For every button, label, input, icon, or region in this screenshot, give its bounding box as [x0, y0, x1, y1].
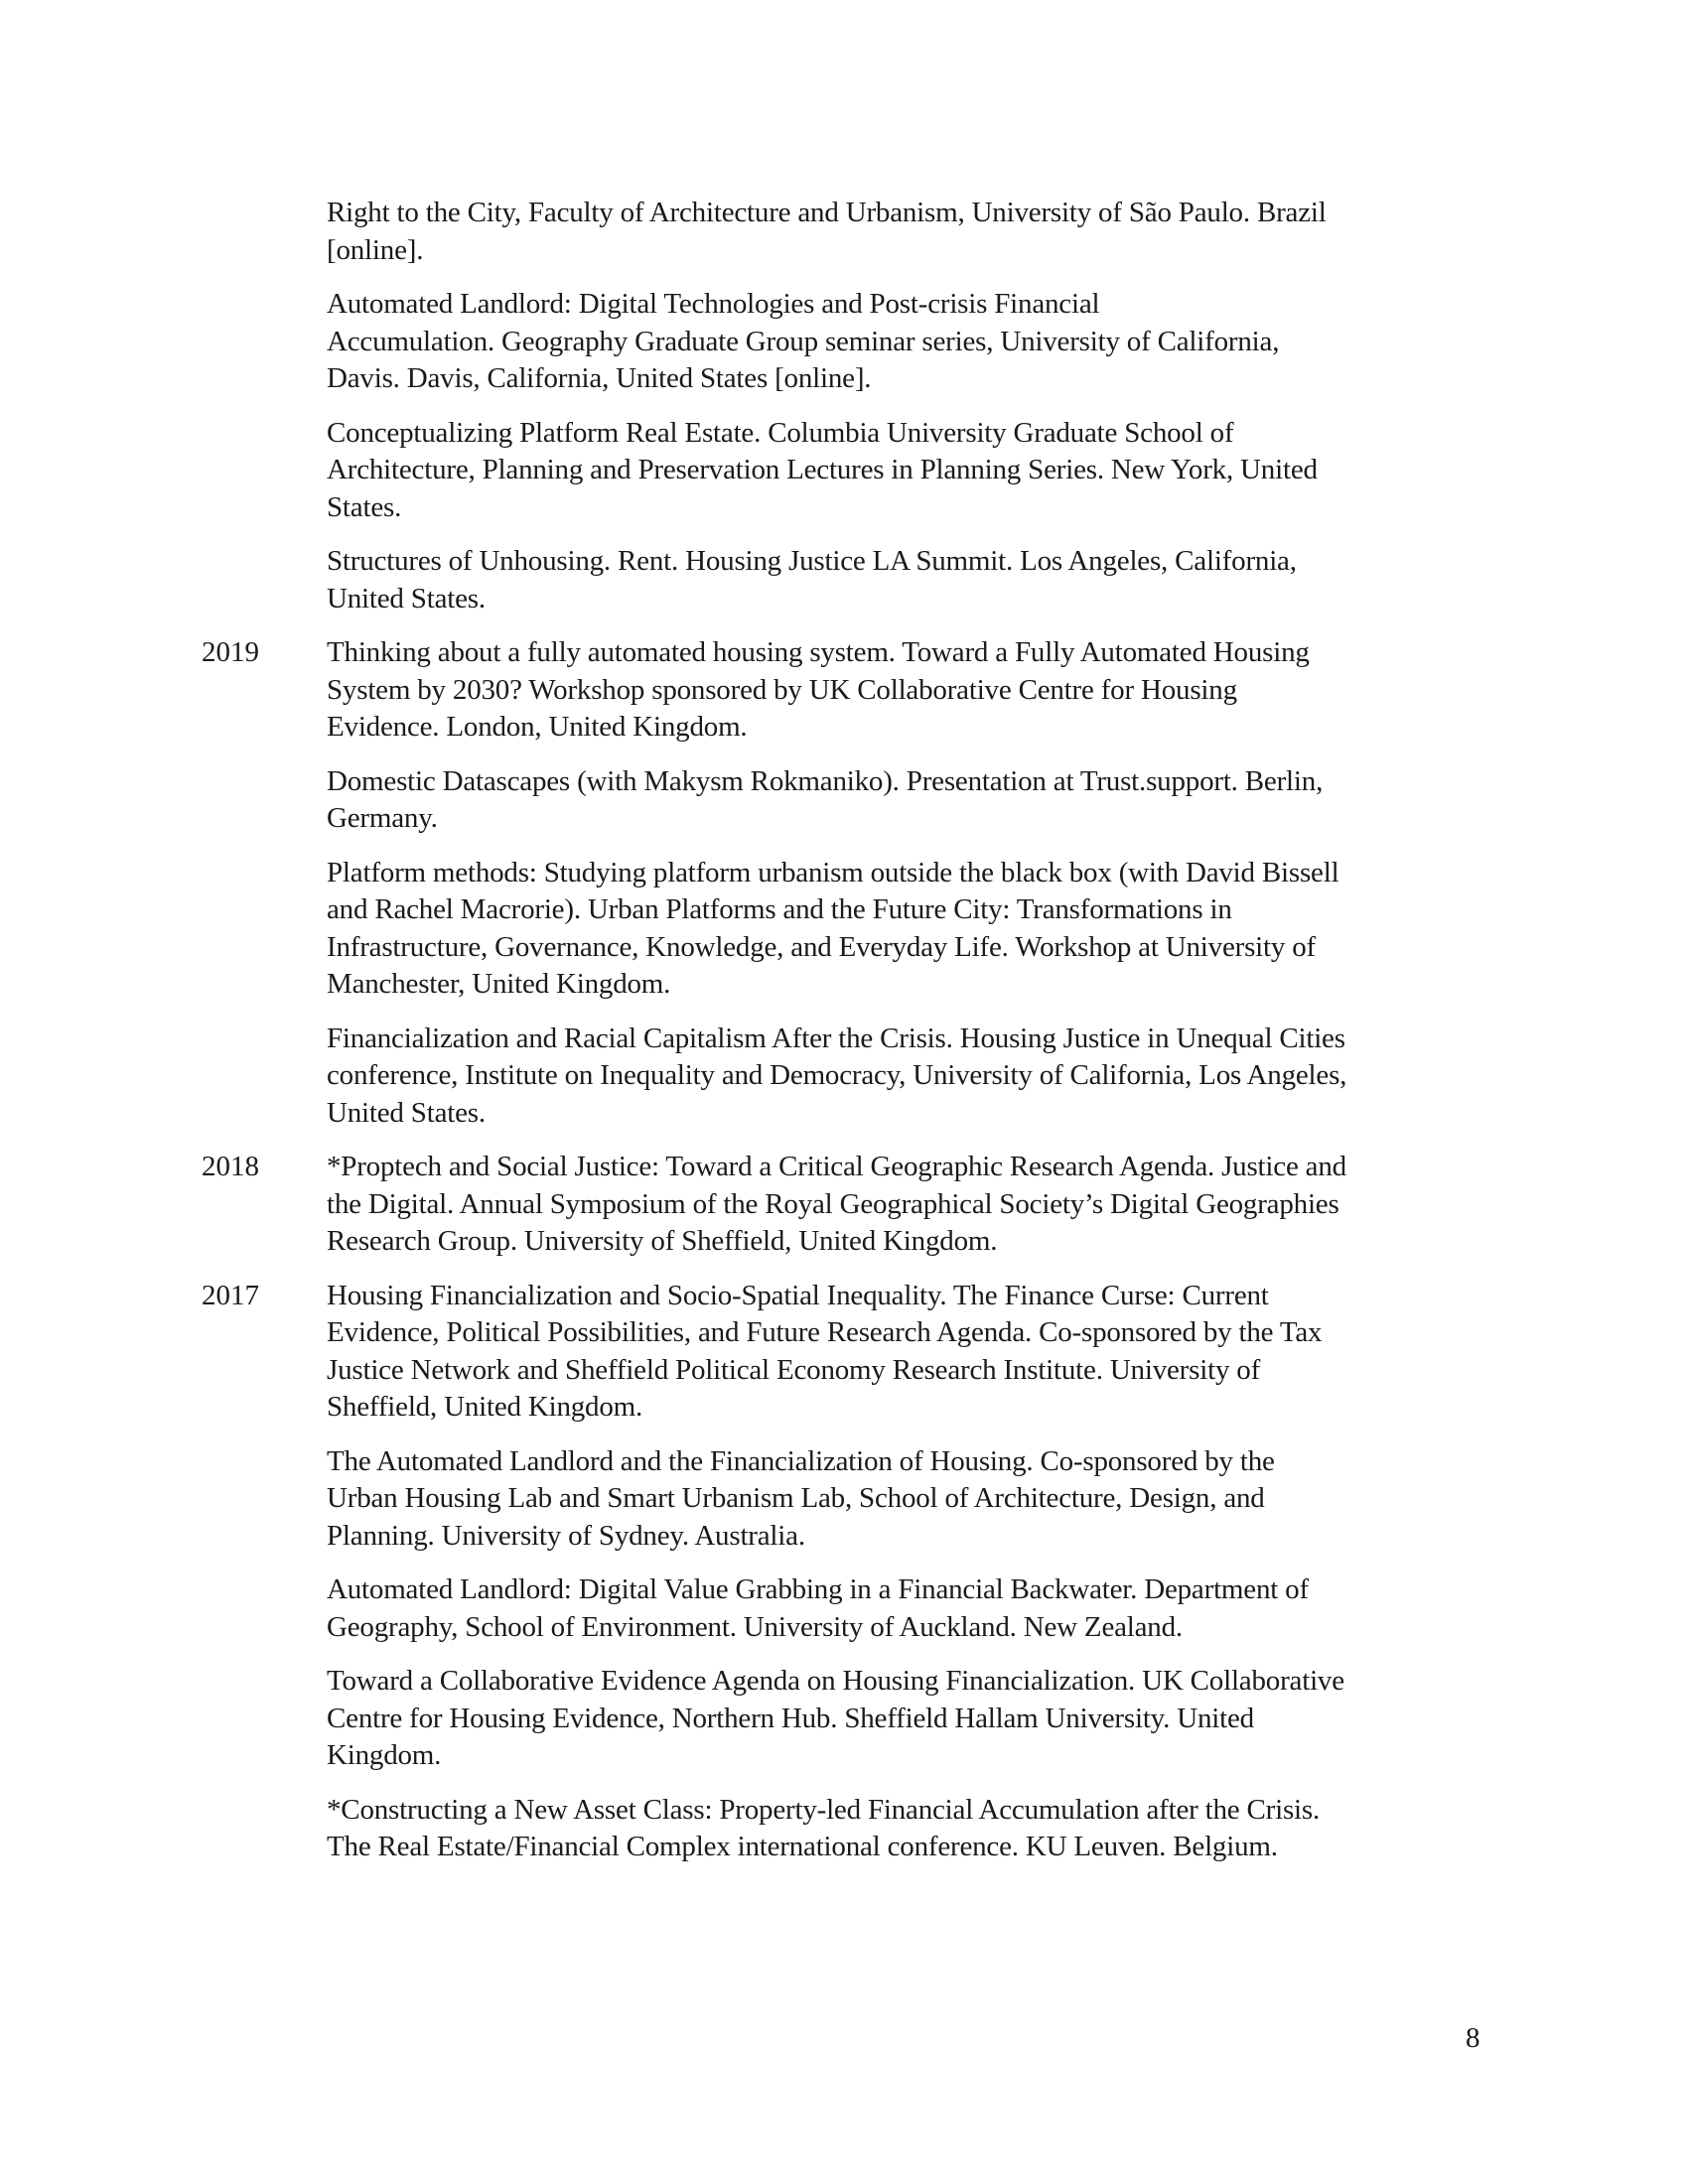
entry-text: [327, 1278, 1488, 1427]
entry-text: [327, 1443, 1488, 1556]
entry-line: Sheffield, United Kingdom.: [327, 1391, 643, 1423]
entry-line: United States.: [327, 1096, 486, 1129]
entry-text: [327, 763, 1488, 838]
entry-text: [327, 543, 1488, 617]
entry-line: System by 2030? Workshop sponsored by UK Collaborative Centre for Housing: [327, 673, 1237, 706]
presentation-entry: [202, 1663, 1492, 1775]
entry-line: Evidence, Political Possibilities, and Future Research Agenda. Co-sponsored by the Tax: [327, 1316, 1323, 1348]
entry-line: Structures of Unhousing. Rent. Housing Justice LA Summit. Los Angeles, California,: [327, 545, 1297, 577]
presentation-entry: [202, 1443, 1492, 1556]
presentation-entry: [202, 195, 1492, 269]
entry-line: *Constructing a New Asset Class: Property-led Financial Accumulation after the Crisis.: [327, 1793, 1321, 1826]
entry-text: [327, 195, 1488, 269]
entry-line: [online].: [327, 233, 424, 266]
entry-line: Automated Landlord: Digital Technologies and Post-crisis Financial: [327, 288, 1100, 320]
entry-line: Manchester, United Kingdom.: [327, 968, 671, 1000]
presentation-entry: [202, 286, 1492, 398]
entry-text: [327, 634, 1488, 747]
entry-line: Thinking about a fully automated housing system. Toward a Fully Automated Housing: [327, 636, 1310, 668]
entry-line: Conceptualizing Platform Real Estate. Columbia University Graduate School of: [327, 416, 1234, 449]
entry-year: 2019: [202, 636, 259, 668]
entry-text: [327, 415, 1488, 527]
entry-line: The Automated Landlord and the Financialization of Housing. Co-sponsored by the: [327, 1444, 1275, 1477]
entry-line: Germany.: [327, 802, 438, 834]
entry-line: Domestic Datascapes (with Makysm Rokmaniko). Presentation at Trust.support. Berlin,: [327, 764, 1324, 797]
presentation-entry: [202, 1571, 1492, 1646]
entry-text: [327, 1792, 1488, 1866]
entry-text: [327, 286, 1488, 398]
entry-line: Justice Network and Sheffield Political Economy Research Institute. University of: [327, 1353, 1261, 1386]
entry-line: Evidence. London, United Kingdom.: [327, 711, 748, 743]
entry-line: and Rachel Macrorie). Urban Platforms and the Future City: Transformations in: [327, 893, 1232, 925]
entry-line: United States.: [327, 582, 486, 614]
presentation-entry: [202, 855, 1492, 1004]
presentation-entry: [202, 1149, 1492, 1261]
entry-line: Automated Landlord: Digital Value Grabbing in a Financial Backwater. Department of: [327, 1573, 1309, 1605]
entry-line: Geography, School of Environment. University of Auckland. New Zealand.: [327, 1610, 1183, 1643]
page-number: 8: [1466, 2022, 1480, 2054]
presentation-entry: [202, 1278, 1492, 1427]
entry-text: [327, 1663, 1488, 1775]
presentation-entry: [202, 1792, 1492, 1866]
entry-line: Infrastructure, Governance, Knowledge, and Everyday Life. Workshop at University of: [327, 930, 1316, 963]
entry-year: 2018: [202, 1151, 259, 1182]
entry-line: Davis. Davis, California, United States [online].: [327, 362, 872, 394]
entry-line: Kingdom.: [327, 1739, 442, 1771]
presentation-entry: [202, 415, 1492, 527]
entry-line: Urban Housing Lab and Smart Urbanism Lab, School of Architecture, Design, and: [327, 1482, 1265, 1514]
entry-line: Architecture, Planning and Preservation Lectures in Planning Series. New York, United: [327, 454, 1318, 485]
presentation-entry: [202, 543, 1492, 617]
entry-line: Right to the City, Faculty of Architecture and Urbanism, University of São Paulo. Brazil: [327, 197, 1327, 228]
entry-line: Toward a Collaborative Evidence Agenda on Housing Financialization. UK Collaborative: [327, 1665, 1344, 1697]
presentations-list: [202, 195, 1492, 1883]
entry-line: the Digital. Annual Symposium of the Royal Geographical Society’s Digital Geographies: [327, 1187, 1339, 1220]
entry-line: Research Group. University of Sheffield, United Kingdom.: [327, 1225, 998, 1257]
entry-line: Accumulation. Geography Graduate Group seminar series, University of California,: [327, 325, 1280, 357]
entry-line: Platform methods: Studying platform urbanism outside the black box (with David Bissell: [327, 856, 1339, 888]
entry-year: 2017: [202, 1279, 259, 1311]
entry-text: [327, 855, 1488, 1004]
entry-line: conference, Institute on Inequality and Democracy, University of California, Los Angeles,: [327, 1059, 1347, 1091]
entry-line: The Real Estate/Financial Complex international conference. KU Leuven. Belgium.: [327, 1831, 1278, 1862]
presentation-entry: [202, 634, 1492, 747]
entry-text: [327, 1021, 1488, 1133]
entry-line: *Proptech and Social Justice: Toward a Critical Geographic Research Agenda. Justice and: [327, 1151, 1346, 1182]
entry-line: Financialization and Racial Capitalism After the Crisis. Housing Justice in Unequal Cities: [327, 1022, 1345, 1054]
entry-text: [327, 1149, 1488, 1261]
entry-line: Housing Financialization and Socio-Spatial Inequality. The Finance Curse: Current: [327, 1279, 1269, 1311]
entry-text: [327, 1571, 1488, 1646]
presentation-entry: [202, 1021, 1492, 1133]
entry-line: Planning. University of Sydney. Australia.: [327, 1519, 805, 1552]
entry-line: Centre for Housing Evidence, Northern Hub. Sheffield Hallam University. United: [327, 1702, 1254, 1734]
entry-line: States.: [327, 490, 402, 523]
presentation-entry: [202, 763, 1492, 838]
